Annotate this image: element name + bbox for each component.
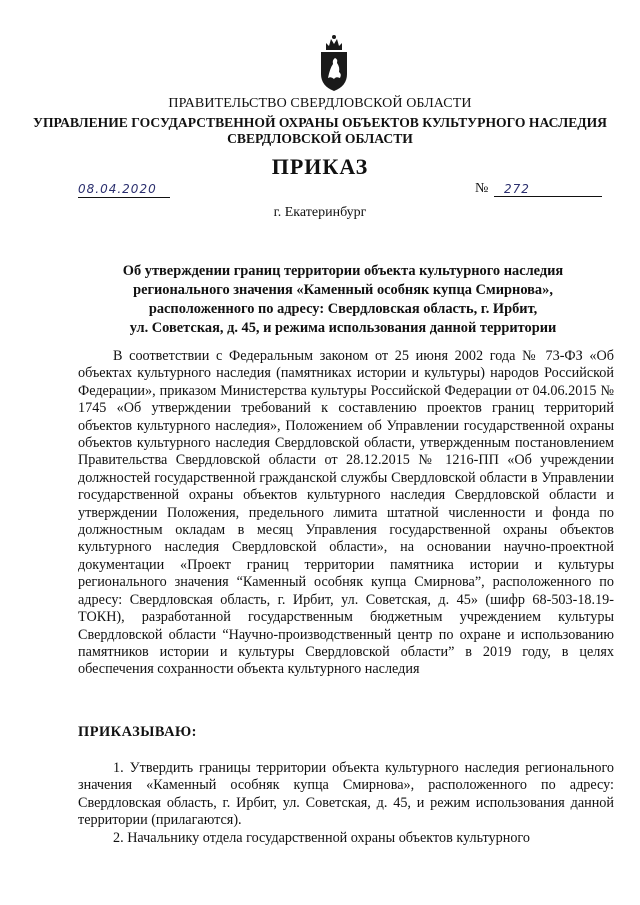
- subject-line-4: ул. Советская, д. 45, и режима использования данной территории: [129, 320, 557, 336]
- order-number-label: №: [475, 181, 489, 196]
- coat-of-arms-icon: [317, 34, 351, 92]
- order-number: 272: [494, 182, 602, 197]
- order-date: 08.04.2020: [78, 182, 170, 198]
- city-name: г. Екатеринбург: [273, 205, 367, 220]
- order-item-1: 1. Утвердить границы территории объекта культурного наследия регионального значения «Каменный особняк купца Смирнова», расположенного по адресу: Свердловская область, г. Ирбит, ул. Советская, д. 45, и режим использования данной территории (прилагаются).: [78, 760, 614, 829]
- document-type-title: ПРИКАЗ: [271, 154, 369, 179]
- order-subject: [78, 262, 608, 338]
- government-title: ПРАВИТЕЛЬСТВО СВЕРДЛОВСКОЙ ОБЛАСТИ: [168, 96, 472, 111]
- department-title-line-2: СВЕРДЛОВСКОЙ ОБЛАСТИ: [227, 131, 413, 146]
- subject-line-2: регионального значения «Каменный особняк купца Смирнова»,: [133, 282, 553, 298]
- department-title-line-1: УПРАВЛЕНИЕ ГОСУДАРСТВЕННОЙ ОХРАНЫ ОБЪЕКТОВ КУЛЬТУРНОГО НАСЛЕДИЯ: [32, 115, 608, 130]
- subject-line-1: Об утверждении границ территории объекта культурного наследия: [122, 263, 564, 279]
- order-directive-heading: ПРИКАЗЫВАЮ:: [78, 724, 197, 740]
- subject-line-3: расположенного по адресу: Свердловская область, г. Ирбит,: [148, 301, 538, 317]
- preamble-paragraph: В соответствии с Федеральным законом от 25 июня 2002 года № 73-ФЗ «Об объектах культурного наследия (памятниках истории и культуры) народов Российской Федерации», приказом Министерства культуры Российской Федерации от 04.06.2015 № 1745 «Об утверждении требований к составлению проектов границ территорий объектов культурного наследия», Положением об Управлении государственной охраны объектов культурного наследия Свердловской области, утвержденным постановлением Правительства Свердловской области от 28.12.2015 № 1216-ПП «Об учреждении должностей государственной гражданской службы Свердловской области в Управлении государственной охраны объектов культурного наследия Свердловской области и утверждении Положения, предельного лимита штатной численности и фонда по должностным окладам в месяц Управления государственной охраны объектов культурного наследия Свердловской области», на основании научно-проектной документации «Проект границ территории памятника истории и культуры регионального значения “Каменный особняк купца Смирнова”, расположенного по адресу: Свердловская область, г. Ирбит, ул. Советская, д. 45» (шифр 68-503-18.19-ТОКН), разработанной государственным бюджетным учреждением культуры Свердловской области “Научно-производственный центр по охране и использованию памятников истории и культуры Свердловской области” в 2019 году, в целях обеспечения сохранности объекта культурного наследия: [78, 348, 614, 678]
- order-item-2: 2. Начальнику отдела государственной охраны объектов культурного: [113, 830, 530, 846]
